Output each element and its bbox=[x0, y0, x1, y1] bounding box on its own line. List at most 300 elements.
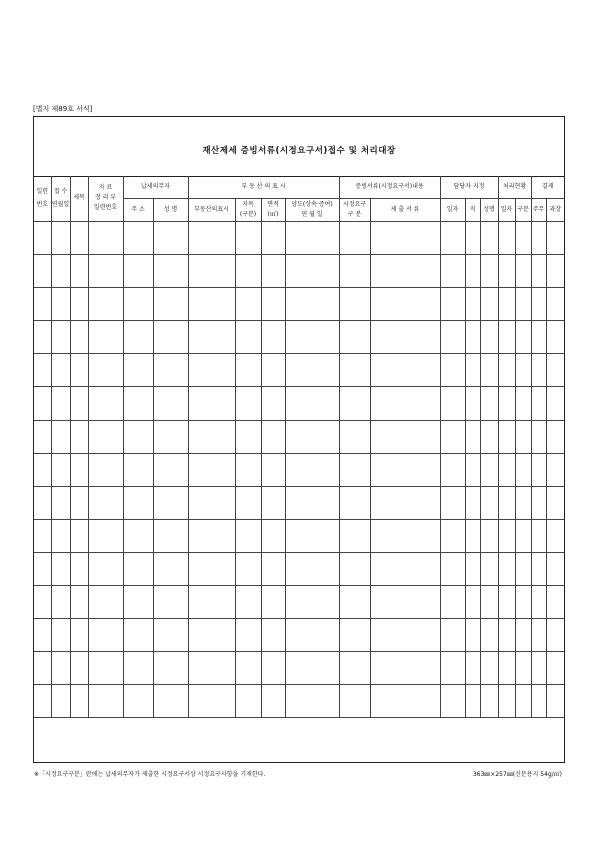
table-cell[interactable] bbox=[235, 321, 261, 354]
table-cell[interactable] bbox=[123, 222, 153, 255]
table-cell[interactable] bbox=[339, 288, 370, 321]
table-cell[interactable] bbox=[51, 486, 70, 519]
table-cell[interactable] bbox=[34, 288, 51, 321]
table-cell[interactable] bbox=[235, 519, 261, 552]
table-cell[interactable] bbox=[440, 321, 465, 354]
table-cell[interactable] bbox=[440, 552, 465, 585]
table-cell[interactable] bbox=[515, 354, 531, 387]
table-cell[interactable] bbox=[88, 288, 123, 321]
table-cell[interactable] bbox=[261, 222, 285, 255]
table-cell[interactable] bbox=[34, 486, 51, 519]
table-cell[interactable] bbox=[235, 288, 261, 321]
table-cell[interactable] bbox=[188, 387, 235, 420]
table-cell[interactable] bbox=[465, 288, 480, 321]
table-cell[interactable] bbox=[546, 288, 564, 321]
table-cell[interactable] bbox=[370, 519, 440, 552]
table-cell[interactable] bbox=[370, 321, 440, 354]
table-cell[interactable] bbox=[515, 652, 531, 685]
table-cell[interactable] bbox=[515, 552, 531, 585]
table-cell[interactable] bbox=[515, 255, 531, 288]
table-cell[interactable] bbox=[88, 354, 123, 387]
table-cell[interactable] bbox=[465, 685, 480, 718]
table-cell[interactable] bbox=[498, 552, 515, 585]
table-cell[interactable] bbox=[235, 354, 261, 387]
table-cell[interactable] bbox=[285, 586, 339, 619]
table-cell[interactable] bbox=[370, 255, 440, 288]
table-cell[interactable] bbox=[339, 486, 370, 519]
table-cell[interactable] bbox=[34, 519, 51, 552]
table-cell[interactable] bbox=[188, 255, 235, 288]
table-cell[interactable] bbox=[123, 288, 153, 321]
result-header: 처리현황 bbox=[498, 176, 531, 199]
table-cell[interactable] bbox=[285, 222, 339, 255]
table-cell[interactable] bbox=[440, 255, 465, 288]
table-cell[interactable] bbox=[51, 519, 70, 552]
table-cell[interactable] bbox=[261, 552, 285, 585]
table-cell[interactable] bbox=[70, 453, 88, 486]
table-cell[interactable] bbox=[70, 619, 88, 652]
table-cell[interactable] bbox=[88, 255, 123, 288]
title-band bbox=[34, 117, 564, 177]
table-cell[interactable] bbox=[261, 586, 285, 619]
table-cell[interactable] bbox=[235, 586, 261, 619]
table-cell[interactable] bbox=[531, 255, 546, 288]
table-cell[interactable] bbox=[498, 288, 515, 321]
table-cell[interactable] bbox=[531, 519, 546, 552]
table-cell[interactable] bbox=[498, 486, 515, 519]
table-cell[interactable] bbox=[261, 420, 285, 453]
table-cell[interactable] bbox=[440, 420, 465, 453]
table-cell[interactable] bbox=[515, 420, 531, 453]
table-cell[interactable] bbox=[546, 619, 564, 652]
table-cell[interactable] bbox=[498, 685, 515, 718]
table-cell[interactable] bbox=[531, 222, 546, 255]
table-cell[interactable] bbox=[465, 255, 480, 288]
table-cell[interactable] bbox=[88, 619, 123, 652]
table-cell[interactable] bbox=[123, 420, 153, 453]
table-cell[interactable] bbox=[498, 619, 515, 652]
table-cell[interactable] bbox=[153, 222, 188, 255]
table-cell[interactable] bbox=[498, 222, 515, 255]
table-cell[interactable] bbox=[285, 685, 339, 718]
table-cell[interactable] bbox=[188, 519, 235, 552]
table-cell[interactable] bbox=[70, 685, 88, 718]
table-cell[interactable] bbox=[531, 321, 546, 354]
table-cell[interactable] bbox=[34, 420, 51, 453]
table-cell[interactable] bbox=[153, 354, 188, 387]
table-cell[interactable] bbox=[370, 486, 440, 519]
table-cell[interactable] bbox=[188, 222, 235, 255]
table-cell[interactable] bbox=[546, 420, 564, 453]
table-cell[interactable] bbox=[531, 387, 546, 420]
table-cell[interactable] bbox=[70, 552, 88, 585]
table-cell[interactable] bbox=[153, 420, 188, 453]
table-cell[interactable] bbox=[188, 652, 235, 685]
table-cell[interactable] bbox=[498, 453, 515, 486]
table-cell[interactable] bbox=[123, 685, 153, 718]
table-cell[interactable] bbox=[34, 619, 51, 652]
table-cell[interactable] bbox=[546, 652, 564, 685]
table-cell[interactable] bbox=[370, 652, 440, 685]
table-cell[interactable] bbox=[188, 486, 235, 519]
table-cell[interactable] bbox=[285, 486, 339, 519]
table-cell[interactable] bbox=[285, 519, 339, 552]
table-cell[interactable] bbox=[34, 552, 51, 585]
table-cell[interactable] bbox=[515, 387, 531, 420]
table-cell[interactable] bbox=[235, 222, 261, 255]
table-cell[interactable] bbox=[235, 486, 261, 519]
table-cell[interactable] bbox=[70, 354, 88, 387]
table-cell[interactable] bbox=[188, 288, 235, 321]
table-cell[interactable] bbox=[339, 652, 370, 685]
table-cell[interactable] bbox=[88, 586, 123, 619]
table-cell[interactable] bbox=[51, 619, 70, 652]
table-cell[interactable] bbox=[480, 519, 498, 552]
table-cell[interactable] bbox=[188, 552, 235, 585]
table-cell[interactable] bbox=[546, 222, 564, 255]
table-cell[interactable] bbox=[235, 420, 261, 453]
table-row bbox=[34, 387, 564, 420]
table-cell[interactable] bbox=[531, 552, 546, 585]
table-cell[interactable] bbox=[480, 387, 498, 420]
table-cell[interactable] bbox=[498, 652, 515, 685]
table-cell[interactable] bbox=[480, 619, 498, 652]
table-cell[interactable] bbox=[480, 222, 498, 255]
table-cell[interactable] bbox=[123, 321, 153, 354]
table-cell[interactable] bbox=[51, 552, 70, 585]
table-cell[interactable] bbox=[51, 222, 70, 255]
table-cell[interactable] bbox=[188, 619, 235, 652]
table-cell[interactable] bbox=[188, 354, 235, 387]
table-cell[interactable] bbox=[498, 586, 515, 619]
register-table bbox=[34, 176, 564, 718]
table-cell[interactable] bbox=[261, 387, 285, 420]
table-cell[interactable] bbox=[70, 486, 88, 519]
table-cell[interactable] bbox=[70, 288, 88, 321]
table-cell[interactable] bbox=[465, 486, 480, 519]
table-row bbox=[34, 288, 564, 321]
table-cell[interactable] bbox=[498, 519, 515, 552]
table-cell[interactable] bbox=[546, 685, 564, 718]
table-cell[interactable] bbox=[480, 685, 498, 718]
table-cell[interactable] bbox=[515, 519, 531, 552]
table-cell[interactable] bbox=[153, 321, 188, 354]
table-cell[interactable] bbox=[480, 453, 498, 486]
table-cell[interactable] bbox=[261, 453, 285, 486]
table-cell[interactable] bbox=[51, 387, 70, 420]
officer-name-header: 성명 bbox=[480, 199, 498, 222]
table-cell[interactable] bbox=[51, 586, 70, 619]
table-cell[interactable] bbox=[34, 453, 51, 486]
table-cell[interactable] bbox=[480, 321, 498, 354]
table-cell[interactable] bbox=[465, 453, 480, 486]
table-cell[interactable] bbox=[123, 255, 153, 288]
table-cell[interactable] bbox=[285, 420, 339, 453]
table-cell[interactable] bbox=[440, 387, 465, 420]
table-cell[interactable] bbox=[465, 586, 480, 619]
table-cell[interactable] bbox=[235, 255, 261, 288]
table-cell[interactable] bbox=[440, 486, 465, 519]
table-cell[interactable] bbox=[153, 586, 188, 619]
table-cell[interactable] bbox=[235, 685, 261, 718]
table-cell[interactable] bbox=[88, 321, 123, 354]
table-cell[interactable] bbox=[339, 387, 370, 420]
table-cell[interactable] bbox=[531, 486, 546, 519]
table-cell[interactable] bbox=[498, 255, 515, 288]
table-cell[interactable] bbox=[370, 453, 440, 486]
table-cell[interactable] bbox=[51, 321, 70, 354]
table-cell[interactable] bbox=[339, 420, 370, 453]
table-cell[interactable] bbox=[285, 321, 339, 354]
table-cell[interactable] bbox=[498, 420, 515, 453]
table-cell[interactable] bbox=[515, 486, 531, 519]
table-cell[interactable] bbox=[546, 387, 564, 420]
table-cell[interactable] bbox=[339, 255, 370, 288]
table-cell[interactable] bbox=[34, 387, 51, 420]
table-cell[interactable] bbox=[531, 619, 546, 652]
result-date-header: 일자 bbox=[498, 199, 515, 222]
table-cell[interactable] bbox=[153, 453, 188, 486]
table-cell[interactable] bbox=[70, 222, 88, 255]
table-cell[interactable] bbox=[123, 486, 153, 519]
table-cell[interactable] bbox=[51, 420, 70, 453]
table-cell[interactable] bbox=[34, 685, 51, 718]
table-cell[interactable] bbox=[285, 619, 339, 652]
table-cell[interactable] bbox=[465, 519, 480, 552]
table-cell[interactable] bbox=[261, 619, 285, 652]
table-cell[interactable] bbox=[440, 652, 465, 685]
table-cell[interactable] bbox=[153, 685, 188, 718]
table-cell[interactable] bbox=[370, 685, 440, 718]
table-cell[interactable] bbox=[88, 387, 123, 420]
table-cell[interactable] bbox=[261, 354, 285, 387]
table-cell[interactable] bbox=[498, 387, 515, 420]
table-cell[interactable] bbox=[235, 453, 261, 486]
table-cell[interactable] bbox=[153, 486, 188, 519]
table-cell[interactable] bbox=[123, 619, 153, 652]
table-cell[interactable] bbox=[339, 552, 370, 585]
table-cell[interactable] bbox=[480, 486, 498, 519]
table-cell[interactable] bbox=[261, 321, 285, 354]
table-cell[interactable] bbox=[285, 652, 339, 685]
correction-type-header: 시정요구 구 분 bbox=[339, 199, 370, 222]
table-cell[interactable] bbox=[546, 519, 564, 552]
table-cell[interactable] bbox=[370, 222, 440, 255]
table-cell[interactable] bbox=[546, 586, 564, 619]
table-cell[interactable] bbox=[88, 453, 123, 486]
table-cell[interactable] bbox=[498, 321, 515, 354]
table-cell[interactable] bbox=[235, 619, 261, 652]
table-cell[interactable] bbox=[515, 586, 531, 619]
table-cell[interactable] bbox=[531, 288, 546, 321]
table-cell[interactable] bbox=[370, 387, 440, 420]
table-cell[interactable] bbox=[498, 354, 515, 387]
table-cell[interactable] bbox=[440, 288, 465, 321]
table-cell[interactable] bbox=[339, 619, 370, 652]
table-cell[interactable] bbox=[531, 354, 546, 387]
table-cell[interactable] bbox=[88, 519, 123, 552]
table-cell[interactable] bbox=[153, 519, 188, 552]
table-cell[interactable] bbox=[123, 387, 153, 420]
table-cell[interactable] bbox=[480, 354, 498, 387]
table-cell[interactable] bbox=[34, 586, 51, 619]
table-cell[interactable] bbox=[70, 652, 88, 685]
table-cell[interactable] bbox=[51, 453, 70, 486]
table-cell[interactable] bbox=[34, 321, 51, 354]
table-cell[interactable] bbox=[261, 652, 285, 685]
table-cell[interactable] bbox=[465, 222, 480, 255]
table-cell[interactable] bbox=[123, 354, 153, 387]
table-cell[interactable] bbox=[370, 354, 440, 387]
table-cell[interactable] bbox=[51, 288, 70, 321]
table-cell[interactable] bbox=[285, 255, 339, 288]
table-cell[interactable] bbox=[480, 552, 498, 585]
table-row bbox=[34, 552, 564, 585]
table-cell[interactable] bbox=[51, 255, 70, 288]
table-cell[interactable] bbox=[235, 387, 261, 420]
table-cell[interactable] bbox=[339, 453, 370, 486]
table-cell[interactable] bbox=[546, 453, 564, 486]
table-row bbox=[34, 486, 564, 519]
table-cell[interactable] bbox=[515, 685, 531, 718]
table-cell[interactable] bbox=[261, 255, 285, 288]
table-cell[interactable] bbox=[285, 453, 339, 486]
table-cell[interactable] bbox=[339, 222, 370, 255]
table-cell[interactable] bbox=[465, 420, 480, 453]
table-cell[interactable] bbox=[70, 321, 88, 354]
table-cell[interactable] bbox=[34, 652, 51, 685]
table-cell[interactable] bbox=[188, 321, 235, 354]
table-cell[interactable] bbox=[440, 354, 465, 387]
table-cell[interactable] bbox=[370, 552, 440, 585]
table-cell[interactable] bbox=[480, 586, 498, 619]
table-cell[interactable] bbox=[465, 321, 480, 354]
table-cell[interactable] bbox=[546, 486, 564, 519]
table-cell[interactable] bbox=[440, 222, 465, 255]
table-cell[interactable] bbox=[546, 321, 564, 354]
table-cell[interactable] bbox=[370, 420, 440, 453]
table-cell[interactable] bbox=[153, 255, 188, 288]
register-form bbox=[33, 116, 565, 763]
table-cell[interactable] bbox=[531, 453, 546, 486]
table-cell[interactable] bbox=[153, 619, 188, 652]
table-cell[interactable] bbox=[440, 685, 465, 718]
table-cell[interactable] bbox=[546, 255, 564, 288]
land-type-header: 지목 (구분) bbox=[235, 199, 261, 222]
table-cell[interactable] bbox=[465, 652, 480, 685]
table-cell[interactable] bbox=[51, 685, 70, 718]
table-cell[interactable] bbox=[188, 420, 235, 453]
table-cell[interactable] bbox=[370, 619, 440, 652]
table-cell[interactable] bbox=[261, 685, 285, 718]
table-cell[interactable] bbox=[515, 619, 531, 652]
table-cell[interactable] bbox=[440, 453, 465, 486]
submitted-docs-header: 제 출 서 류 bbox=[370, 199, 440, 222]
table-cell[interactable] bbox=[339, 586, 370, 619]
table-cell[interactable] bbox=[370, 288, 440, 321]
table-cell[interactable] bbox=[70, 519, 88, 552]
table-cell[interactable] bbox=[88, 552, 123, 585]
table-cell[interactable] bbox=[188, 685, 235, 718]
table-cell[interactable] bbox=[546, 552, 564, 585]
table-cell[interactable] bbox=[34, 255, 51, 288]
table-row bbox=[34, 255, 564, 288]
table-cell[interactable] bbox=[123, 652, 153, 685]
table-cell[interactable] bbox=[34, 222, 51, 255]
table-cell[interactable] bbox=[480, 255, 498, 288]
table-cell[interactable] bbox=[235, 552, 261, 585]
table-cell[interactable] bbox=[546, 354, 564, 387]
table-cell[interactable] bbox=[515, 288, 531, 321]
table-cell[interactable] bbox=[465, 354, 480, 387]
table-cell[interactable] bbox=[123, 586, 153, 619]
table-cell[interactable] bbox=[51, 652, 70, 685]
table-cell[interactable] bbox=[480, 652, 498, 685]
table-cell[interactable] bbox=[70, 420, 88, 453]
table-cell[interactable] bbox=[339, 519, 370, 552]
table-cell[interactable] bbox=[235, 652, 261, 685]
table-cell[interactable] bbox=[339, 321, 370, 354]
table-cell[interactable] bbox=[70, 586, 88, 619]
table-cell[interactable] bbox=[480, 420, 498, 453]
name-header: 성 명 bbox=[153, 199, 188, 222]
table-cell[interactable] bbox=[285, 552, 339, 585]
table-cell[interactable] bbox=[88, 420, 123, 453]
table-cell[interactable] bbox=[153, 288, 188, 321]
table-cell[interactable] bbox=[188, 453, 235, 486]
table-cell[interactable] bbox=[261, 519, 285, 552]
table-cell[interactable] bbox=[153, 652, 188, 685]
table-cell[interactable] bbox=[88, 222, 123, 255]
table-cell[interactable] bbox=[88, 652, 123, 685]
table-cell[interactable] bbox=[531, 586, 546, 619]
table-cell[interactable] bbox=[88, 685, 123, 718]
table-cell[interactable] bbox=[261, 486, 285, 519]
table-cell[interactable] bbox=[188, 586, 235, 619]
table-cell[interactable] bbox=[123, 519, 153, 552]
table-cell[interactable] bbox=[70, 387, 88, 420]
table-cell[interactable] bbox=[440, 519, 465, 552]
table-cell[interactable] bbox=[123, 552, 153, 585]
table-cell[interactable] bbox=[339, 685, 370, 718]
table-cell[interactable] bbox=[531, 685, 546, 718]
table-cell[interactable] bbox=[88, 486, 123, 519]
table-cell[interactable] bbox=[465, 619, 480, 652]
table-cell[interactable] bbox=[285, 288, 339, 321]
table-cell[interactable] bbox=[465, 387, 480, 420]
table-cell[interactable] bbox=[34, 354, 51, 387]
table-cell[interactable] bbox=[370, 586, 440, 619]
table-cell[interactable] bbox=[515, 321, 531, 354]
table-cell[interactable] bbox=[123, 453, 153, 486]
table-cell[interactable] bbox=[465, 552, 480, 585]
table-cell[interactable] bbox=[153, 387, 188, 420]
table-cell[interactable] bbox=[440, 586, 465, 619]
table-cell[interactable] bbox=[261, 288, 285, 321]
table-cell[interactable] bbox=[515, 222, 531, 255]
table-cell[interactable] bbox=[339, 354, 370, 387]
table-cell[interactable] bbox=[285, 354, 339, 387]
table-cell[interactable] bbox=[153, 552, 188, 585]
table-cell[interactable] bbox=[515, 453, 531, 486]
table-cell[interactable] bbox=[440, 619, 465, 652]
table-cell[interactable] bbox=[51, 354, 70, 387]
table-cell[interactable] bbox=[531, 652, 546, 685]
table-cell[interactable] bbox=[531, 420, 546, 453]
table-cell[interactable] bbox=[285, 387, 339, 420]
table-cell[interactable] bbox=[480, 288, 498, 321]
table-cell[interactable] bbox=[70, 255, 88, 288]
